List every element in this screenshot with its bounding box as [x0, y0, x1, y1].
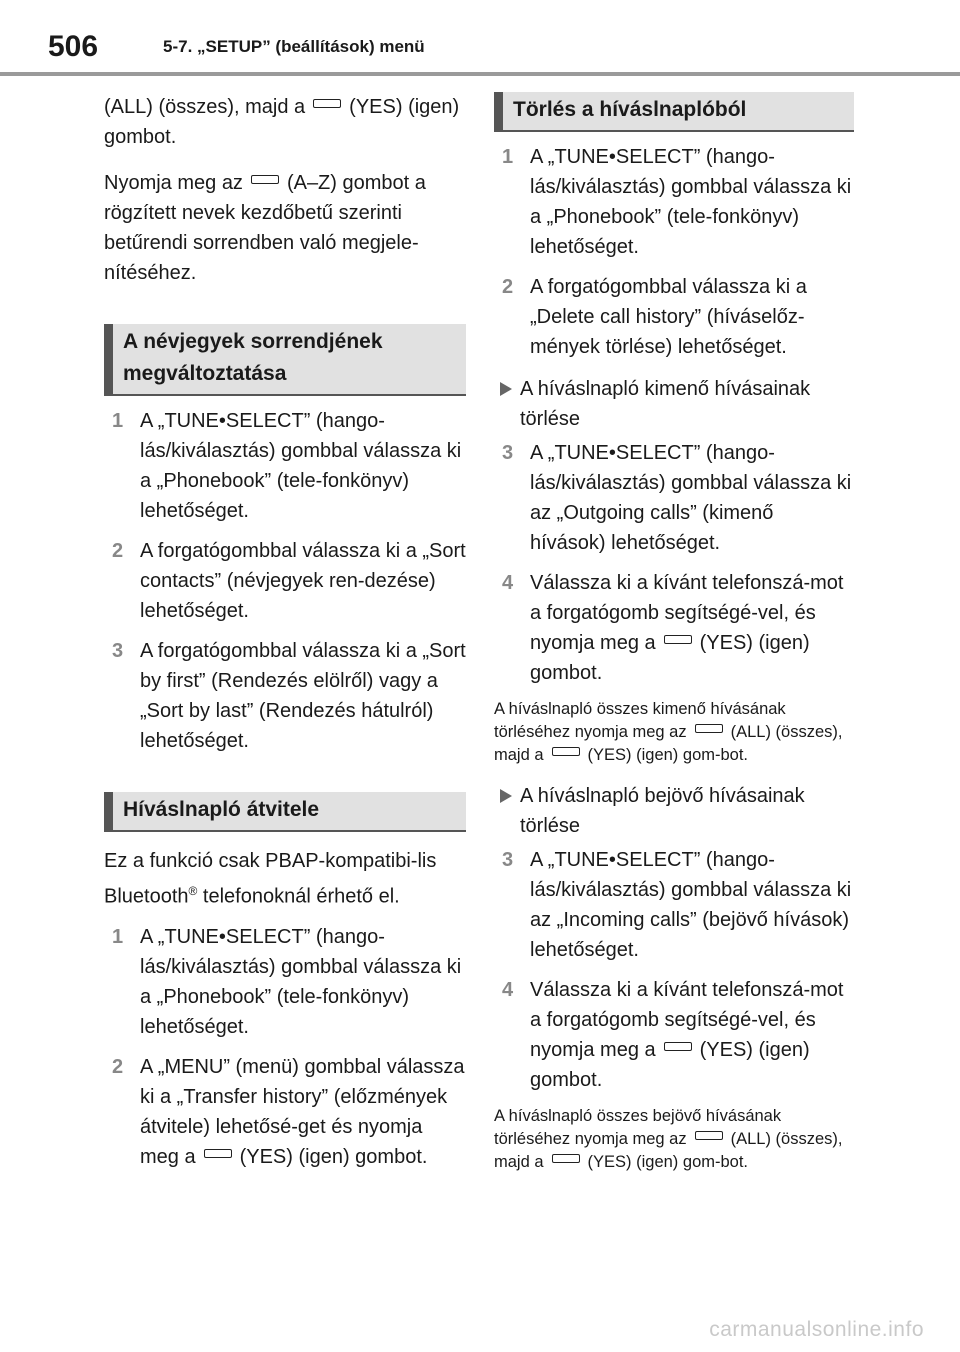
- outgoing-step-4: [494, 568, 854, 688]
- button-icon: [664, 635, 692, 644]
- step-text: A „TUNE•SELECT” (hango-lás/kiválasztás) gombbal válassza ki a „Phonebook” (tele-fonkönyv) lehetőséget.: [140, 410, 462, 522]
- outgoing-steps: [494, 438, 854, 688]
- outgoing-note: [494, 698, 854, 767]
- step-number: 4: [502, 979, 514, 1001]
- step-number: 2: [112, 1055, 124, 1078]
- step-text-b: (YES) (igen) gombot.: [239, 1145, 428, 1168]
- bullet-text: A híváslnapló kimenő hívásainak törlése: [520, 378, 811, 430]
- intro-1-text-b: (YES): [349, 96, 403, 118]
- incoming-note: [494, 1105, 854, 1174]
- sort-steps: [104, 406, 466, 756]
- incoming-steps: [494, 845, 854, 1095]
- bullet-text: A híváslnapló bejövő hívásainak törlése: [520, 785, 805, 837]
- intro-paragraph-1: [104, 92, 466, 152]
- sort-step-1: [104, 406, 466, 526]
- transfer-step-1: [104, 922, 466, 1042]
- note-text-b: (ALL) (összes), majd a: [494, 723, 843, 764]
- delete-step-1: [494, 142, 854, 262]
- button-icon: [695, 724, 723, 733]
- note-text-c: (YES) (igen) gom-bot.: [587, 1153, 749, 1171]
- intro-2-text-b: (A–Z) gombot a: [286, 172, 426, 194]
- triangle-bullet-icon: [500, 382, 512, 396]
- chapter-title: 5-7. „SETUP” (beállítások) menü: [163, 37, 425, 56]
- note-text-b: (ALL) (összes), majd a: [494, 1130, 843, 1171]
- transfer-intro-a: Ez a funkció csak PBAP-kompatibi-lis Bluetooth: [104, 850, 437, 908]
- transfer-intro: [104, 846, 466, 912]
- bullet-incoming: [494, 781, 854, 841]
- registered-mark: ®: [188, 884, 198, 898]
- header-rule: [0, 72, 960, 76]
- step-number: 1: [112, 925, 124, 948]
- footer-watermark: carmanualsonline.info: [709, 1318, 924, 1341]
- step-text-a: Válassza ki a kívánt telefonszá-mot a forgatógomb segítségé-vel, és nyomja meg a: [530, 979, 844, 1061]
- sort-step-2: [104, 536, 466, 626]
- outgoing-step-3: [494, 438, 854, 558]
- step-text: A „TUNE•SELECT” (hango-lás/kiválasztás) gombbal válassza ki az „Incoming calls” (bejövő hívások) lehetőséget.: [530, 849, 852, 961]
- right-column: [494, 92, 854, 1174]
- transfer-intro-b: telefonoknál érhető el.: [202, 885, 400, 908]
- button-icon: [664, 1042, 692, 1051]
- button-icon: [313, 99, 341, 108]
- incoming-step-4: [494, 975, 854, 1095]
- step-text-a: Válassza ki a kívánt telefonszá-mot a forgatógomb segítségé-vel, és nyomja meg a: [530, 572, 844, 654]
- step-text: A „TUNE•SELECT” (hango-lás/kiválasztás) gombbal válassza ki a „Phonebook” (tele-fonkönyv) lehetőséget.: [140, 925, 462, 1038]
- incoming-step-3: [494, 845, 854, 965]
- bullet-outgoing: [494, 374, 854, 434]
- note-text-a: A híváslnapló összes kimenő hívásának törléséhez nyomja meg az: [494, 700, 786, 741]
- note-text-c: (YES) (igen) gom-bot.: [587, 746, 749, 764]
- step-number: 2: [502, 276, 514, 298]
- button-icon: [552, 1154, 580, 1163]
- section-heading-sort: A névjegyek sorrendjének megváltoztatása: [104, 324, 466, 396]
- step-number: 1: [502, 146, 514, 168]
- step-number: 3: [502, 442, 514, 464]
- step-text-a: A „MENU” (menü) gombbal válassza ki a „Transfer history” (előzmények átvitele) lehetősé-get és nyomja meg a: [140, 1055, 465, 1168]
- step-number: 4: [502, 572, 514, 594]
- note-text-a: A híváslnapló összes bejövő hívásának törléséhez nyomja meg az: [494, 1107, 782, 1148]
- button-icon: [251, 175, 279, 184]
- transfer-step-2: [104, 1052, 466, 1172]
- step-text: A „TUNE•SELECT” (hango-lás/kiválasztás) gombbal válassza ki az „Outgoing calls” (kimenő hívások) lehetőséget.: [530, 442, 852, 554]
- step-number: 3: [112, 640, 124, 662]
- page-number: 506: [48, 30, 99, 63]
- section-heading-transfer: Híváslnapló átvitele: [104, 792, 466, 832]
- button-icon: [552, 747, 580, 756]
- step-number: 1: [112, 410, 124, 432]
- step-text: A „TUNE•SELECT” (hango-lás/kiválasztás) gombbal válassza ki a „Phonebook” (tele-fonkönyv) lehetőséget.: [530, 146, 852, 258]
- intro-paragraph-2: [104, 168, 466, 288]
- delete-step-2: [494, 272, 854, 362]
- delete-steps: [494, 142, 854, 362]
- section-heading-delete: Törlés a híváslnaplóból: [494, 92, 854, 132]
- transfer-steps: [104, 922, 466, 1172]
- triangle-bullet-icon: [500, 789, 512, 803]
- step-number: 3: [502, 849, 514, 871]
- step-number: 2: [112, 540, 124, 562]
- step-text: A forgatógombbal válassza ki a „Sort by first” (Rendezés elölről) vagy a „Sort by last” (Rendezés hátulról) lehetőséget.: [140, 640, 466, 752]
- step-text-b: (YES) (igen) gombot.: [530, 632, 810, 684]
- page-header: [0, 0, 960, 78]
- left-column: [104, 92, 466, 1172]
- step-text-b: (YES) (igen) gombot.: [530, 1039, 810, 1091]
- step-text: A forgatógombbal válassza ki a „Sort contacts” (névjegyek ren-dezése) lehetőséget.: [140, 540, 466, 622]
- button-icon: [204, 1149, 232, 1158]
- intro-1-text-c: (igen) gombot.: [104, 96, 460, 148]
- intro-2-text-c: rögzített nevek kezdőbetű szerinti betűrendi sorrendben való megjele-nítéséhez.: [104, 202, 419, 284]
- intro-2-text-a: Nyomja meg az: [104, 172, 243, 194]
- sort-step-3: [104, 636, 466, 756]
- button-icon: [695, 1131, 723, 1140]
- intro-1-text-a: (ALL) (összes), majd a: [104, 96, 306, 118]
- step-text: A forgatógombbal válassza ki a „Delete call history” (híváselőz-mények törlése) lehetőséget.: [530, 276, 807, 358]
